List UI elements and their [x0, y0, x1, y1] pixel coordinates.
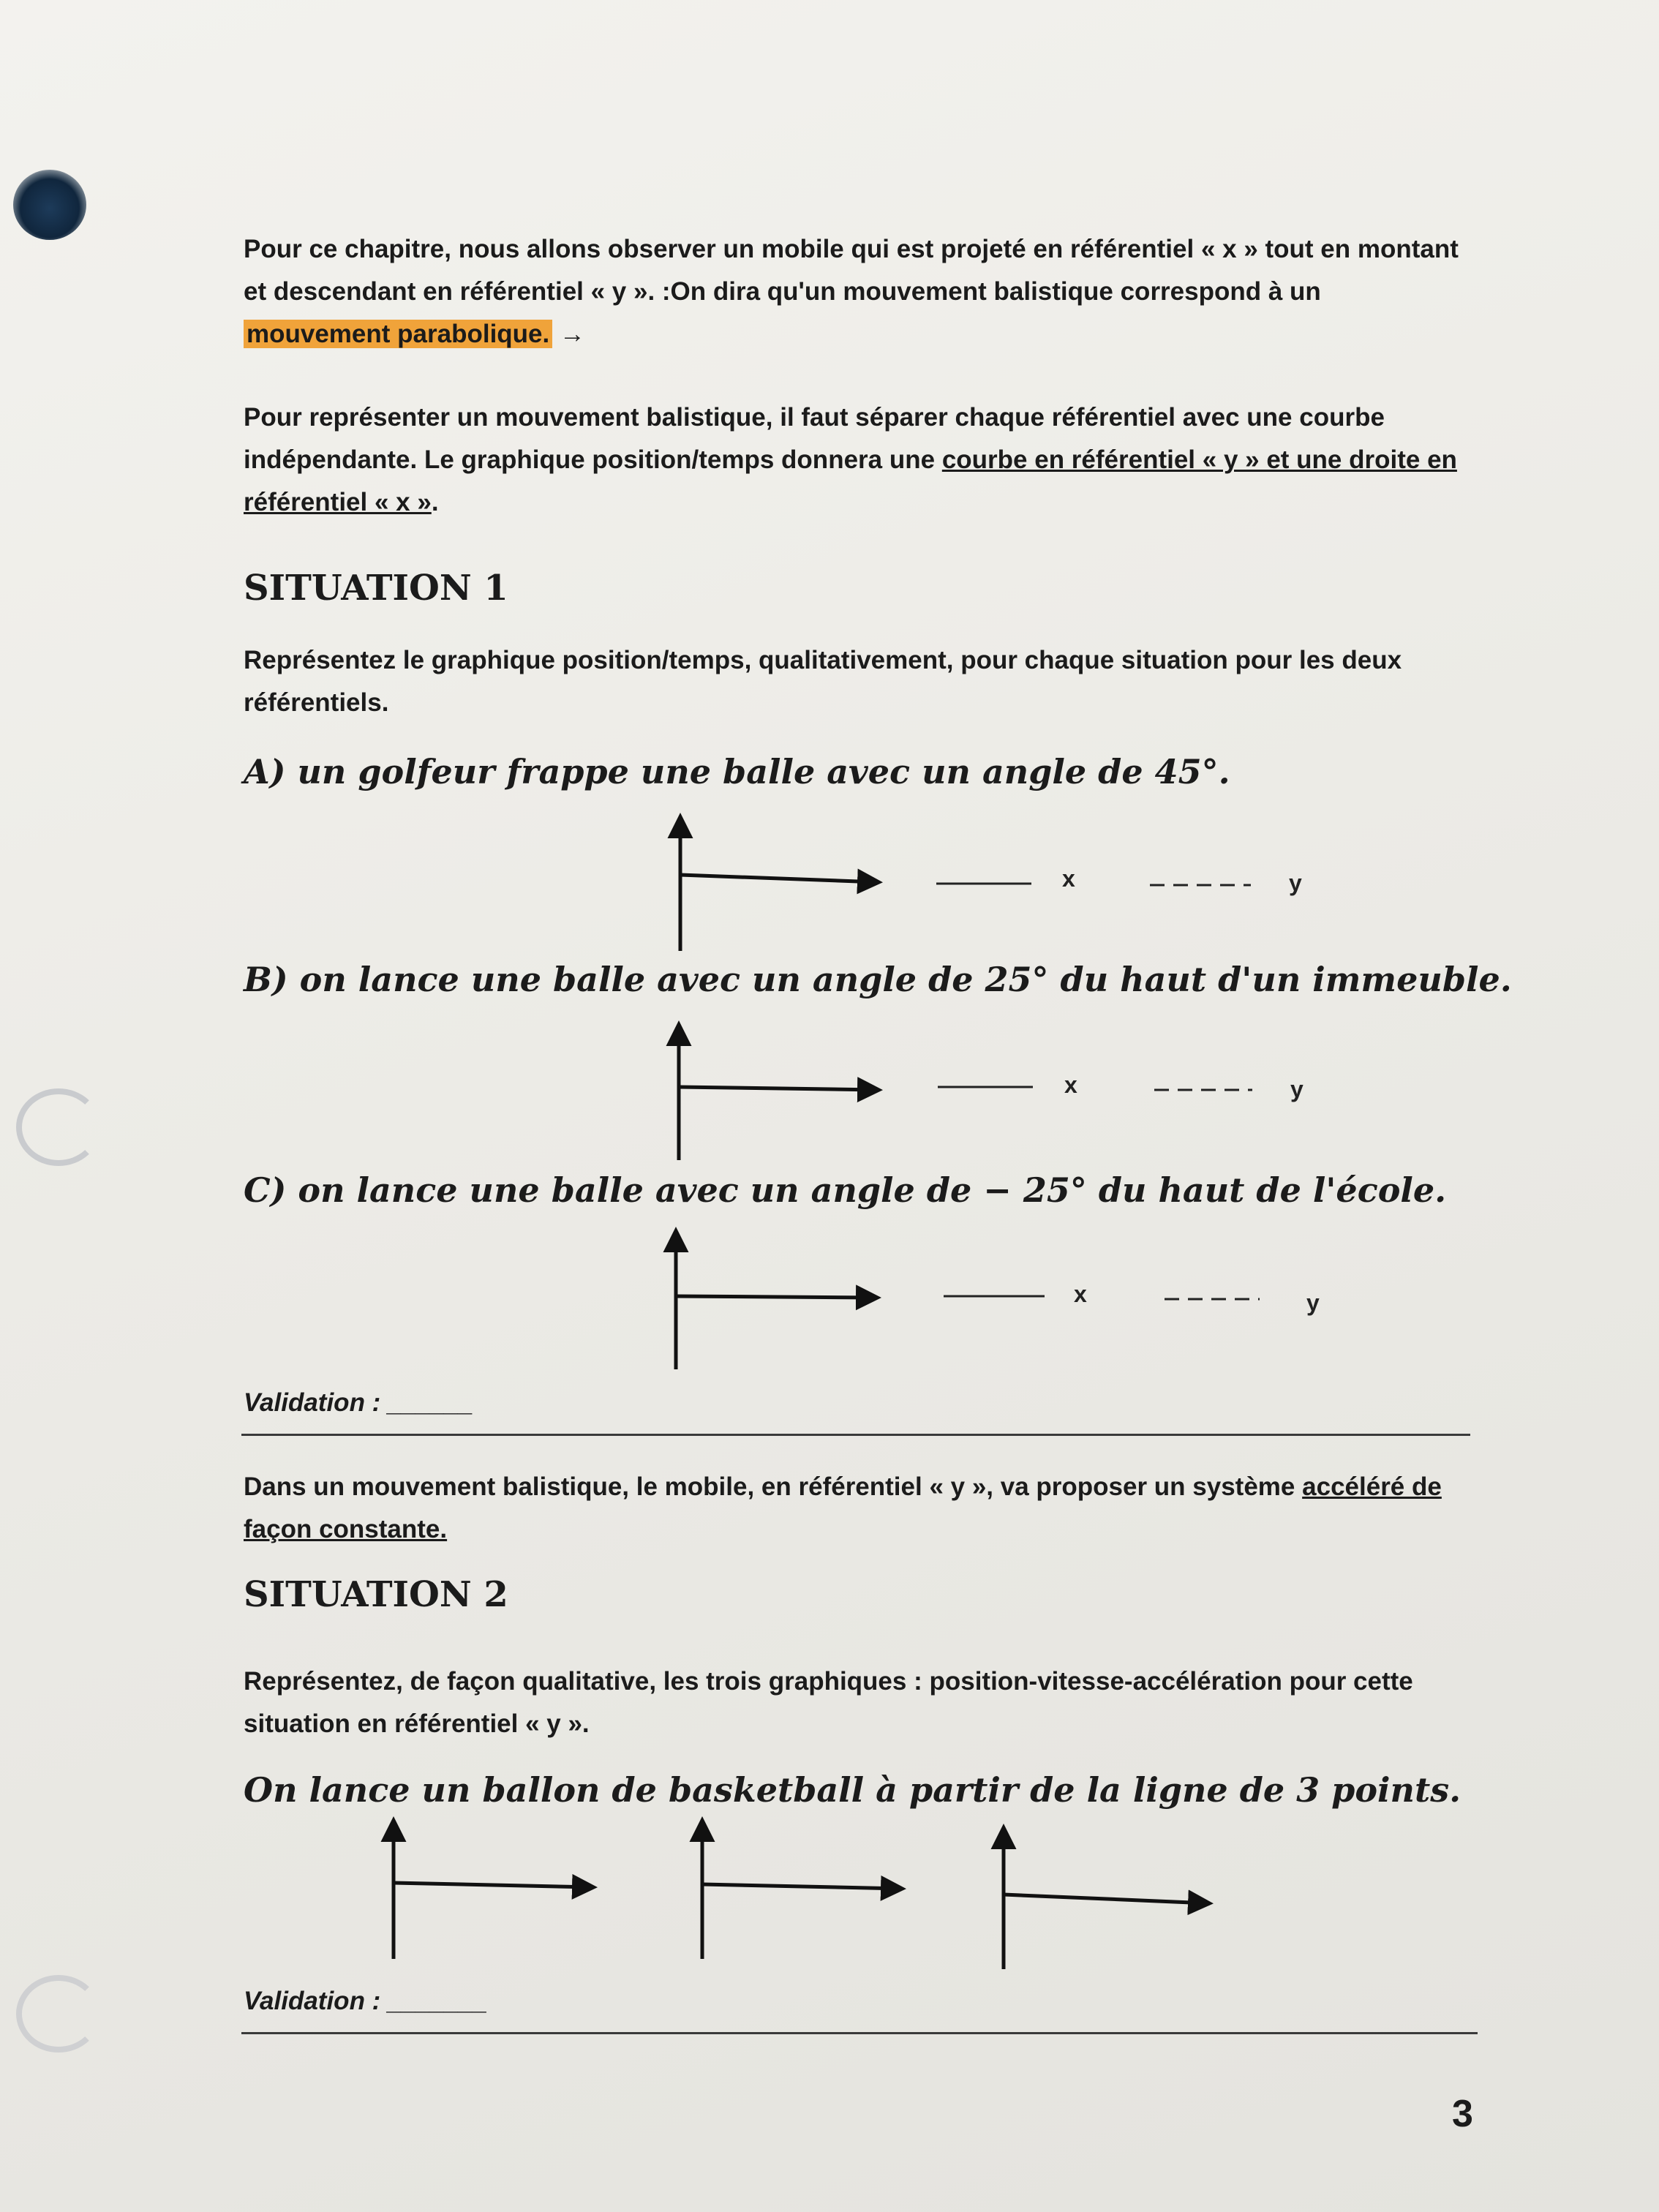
- graph-c-axes: [676, 1232, 876, 1369]
- intro-text: Pour ce chapitre, nous allons observer un mobile qui est projeté en référentiel « x » tout en montant et descendant en référentiel « y ». :On dira qu'un mouvement balistique correspond à un: [244, 235, 1459, 306]
- period: .: [431, 488, 439, 516]
- legend-y-label: y: [1289, 870, 1302, 896]
- divider: [241, 2032, 1478, 2034]
- position-graph-axes: [394, 1821, 592, 1959]
- graph-a-legend: [936, 865, 1302, 896]
- highlighted-term: mouvement parabolique.: [244, 320, 552, 348]
- situation-2-question: On lance un ballon de basketball à partir de la ligne de 3 points.: [244, 1770, 1462, 1810]
- intro-text: Pour représenter un mouvement balistique, il faut séparer chaque référentiel avec une courbe indépendante. Le graphique position/temps donnera une: [244, 403, 1385, 474]
- question-b: B) on lance une balle avec un angle de 25° du haut d'un immeuble.: [244, 960, 1512, 999]
- legend-y-label: y: [1290, 1076, 1304, 1102]
- graph-b-axes: [679, 1026, 878, 1160]
- acceleration-graph-axes: [1004, 1829, 1208, 1969]
- legend-y-label: y: [1306, 1290, 1320, 1316]
- question-c: C) on lance une balle avec un angle de − 25° du haut de l'école.: [244, 1170, 1447, 1210]
- validation-line-2: Validation : _______: [244, 1987, 488, 2015]
- situation-1-heading: SITUATION 1: [244, 568, 508, 609]
- situation-1-instructions: Représentez le graphique position/temps, qualitativement, pour chaque situation pour les deux référentiels.: [244, 646, 1402, 717]
- page-number: 3: [1452, 2093, 1473, 2135]
- divider: [241, 1434, 1470, 1436]
- question-a: A) un golfeur frappe une balle avec un angle de 45°.: [244, 752, 1230, 791]
- summary-paragraph: [244, 1466, 1465, 1551]
- situation-2-heading: SITUATION 2: [244, 1574, 508, 1615]
- graph-c-legend: [944, 1281, 1320, 1316]
- graph-b-legend: [938, 1072, 1304, 1102]
- summary-text: Dans un mouvement balistique, le mobile, en référentiel « y », va proposer un système: [244, 1472, 1295, 1501]
- legend-x-label: x: [1064, 1072, 1077, 1098]
- underlined-text: courbe en référentiel « y » et une droite en référentiel « x »: [244, 445, 1457, 516]
- legend-x-label: x: [1074, 1281, 1087, 1307]
- graph-a-axes: [680, 818, 878, 951]
- velocity-graph-axes: [702, 1821, 901, 1959]
- validation-line-1: Validation : ______: [244, 1388, 473, 1417]
- legend-x-label: x: [1062, 865, 1075, 892]
- underlined-text: accéléré de façon constante.: [244, 1472, 1442, 1543]
- situation-2-instructions: Représentez, de façon qualitative, les trois graphiques : position-vitesse-accélération pour cette situation en référentiel « y ».: [244, 1667, 1413, 1738]
- arrow-glyph: →: [559, 320, 585, 348]
